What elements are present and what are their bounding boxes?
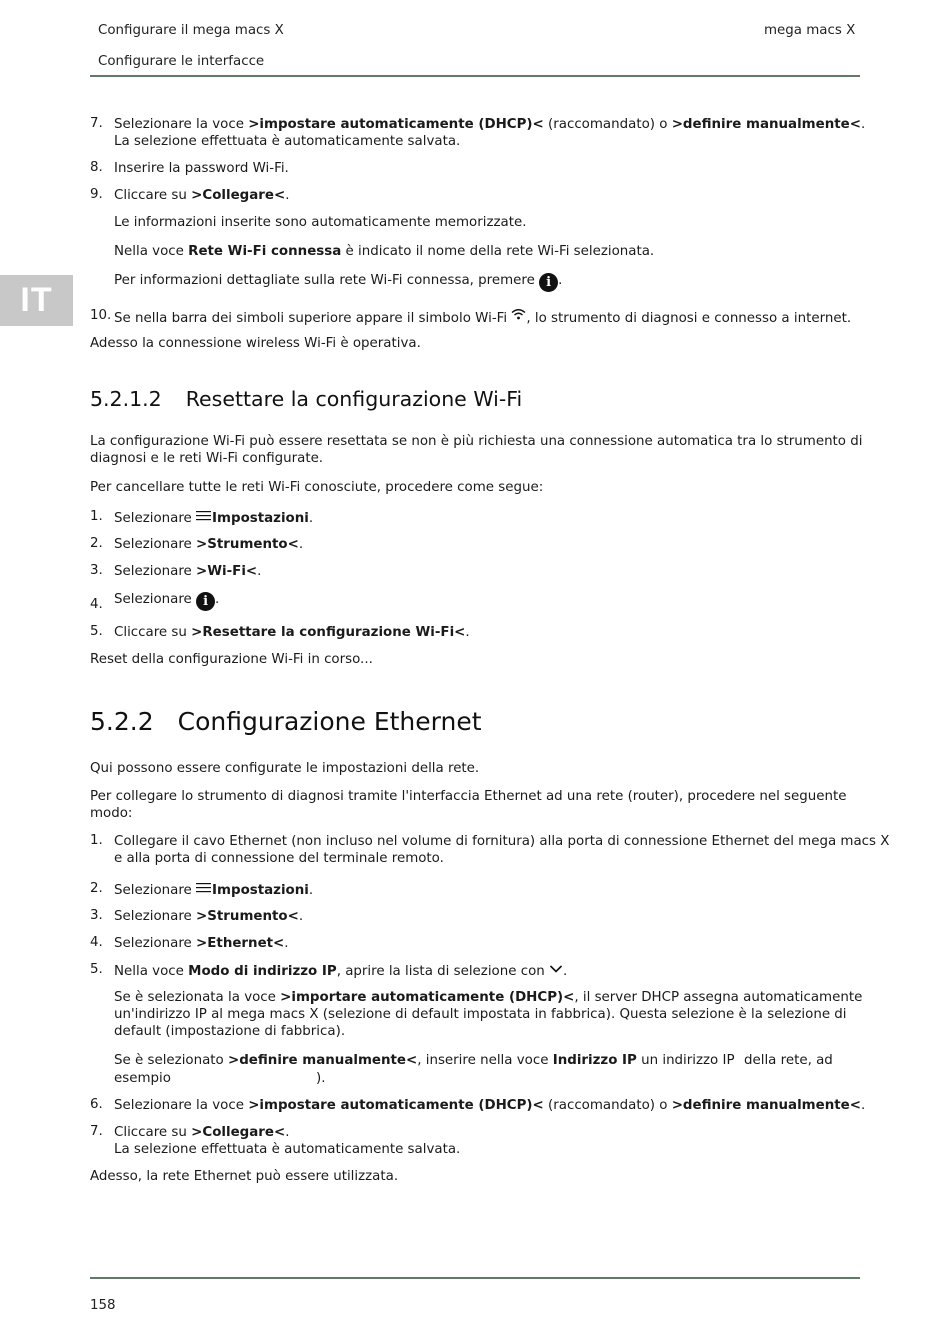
list-item: Inserire la password Wi-Fi. [114,161,289,176]
paragraph: La configurazione Wi-Fi può essere resettata se non è più richiesta una connessione automatica tra lo strumento di diagnosi e le reti Wi-Fi configurate. [90,434,863,466]
list-number: 4. [90,935,103,950]
wifi-icon [511,308,526,320]
list-number: 5. [90,962,103,977]
list-item: Selezionare >Strumento<. [114,537,304,552]
paragraph: Per collegare lo strumento di diagnosi tramite l'interfaccia Ethernet ad una rete (router), procedere nel seguente modo: [90,789,847,821]
header-product: mega macs X [764,23,856,38]
step-note: Per informazioni dettagliate sulla rete Wi-Fi connessa, premere i . [114,273,563,290]
section-number: 5.2.2 [90,707,154,736]
list-item: Selezionare i . [114,592,220,609]
list-number: 6. [90,1097,103,1112]
list-item: Selezionare >Strumento<. [114,909,304,924]
header-rule [90,75,860,77]
list-number: 7. [90,116,103,131]
paragraph: Adesso, la rete Ethernet può essere utilizzata. [90,1169,399,1184]
step-note-example-end: ). [316,1071,326,1086]
step-note: Nella voce Rete Wi-Fi connessa è indicato il nome della rete Wi-Fi selezionata. [114,244,655,259]
paragraph: Adesso la connessione wireless Wi-Fi è operativa. [90,336,421,351]
list-item: Selezionare Impostazioni. [114,883,314,898]
chevron-down-icon [549,962,563,972]
section-heading [90,387,522,411]
list-number: 5. [90,624,103,639]
list-number: 4. [90,597,103,612]
step-note: Le informazioni inserite sono automaticamente memorizzate. [114,215,527,230]
header-chapter: Configurare il mega macs X [98,23,284,38]
list-item: Selezionare la voce >impostare automaticamente (DHCP)< (raccomandato) o >definire manualmente<. La selezione effettuata è automaticamente salvata. [114,117,866,149]
list-item: Cliccare su >Collegare<. La selezione effettuata è automaticamente salvata. [114,1125,461,1157]
step-note-example: esempio [114,1071,171,1086]
step-note-continued: della rete, ad [744,1053,833,1068]
step-note: Se è selezionato >definire manualmente<, inserire nella voce Indirizzo IP un indirizzo IP [114,1053,735,1068]
list-number: 3. [90,563,103,578]
list-number: 8. [90,160,103,175]
list-item: Cliccare su >Collegare<. [114,188,290,203]
paragraph: Qui possono essere configurate le impostazioni della rete. [90,761,480,776]
section-title: Resettare la configurazione Wi-Fi [185,387,523,411]
section-title: Configurazione Ethernet [177,707,482,736]
footer-rule [90,1277,860,1279]
list-item: Selezionare >Ethernet<. [114,936,289,951]
list-number: 3. [90,908,103,923]
menu-icon [196,881,211,891]
list-number: 9. [90,187,103,202]
header-section: Configurare le interfacce [98,54,265,69]
paragraph: Per cancellare tutte le reti Wi-Fi conosciute, procedere come segue: [90,480,544,495]
step-note: Se è selezionata la voce >importare automaticamente (DHCP)<, il server DHCP assegna automaticamente un'indirizzo IP al mega macs X (selezione di default impostata in fabbrica). Questa selezione è la selezione di default (impostazione di fabbrica). [114,990,863,1039]
section-number: 5.2.1.2 [90,387,162,411]
info-icon: i [196,592,215,611]
section-heading [90,707,482,736]
page-number: 158 [90,1298,116,1313]
list-item: Se nella barra dei simboli superiore appare il simbolo Wi-Fi , lo strumento di diagnosi e connesso a internet. [114,308,851,327]
list-item: Cliccare su >Resettare la configurazione Wi-Fi<. [114,625,470,640]
list-item: Nella voce Modo di indirizzo IP, aprire la lista di selezione con . [114,964,568,979]
list-item: Selezionare >Wi-Fi<. [114,564,262,579]
menu-icon [196,509,211,519]
list-number: 1. [90,833,103,848]
info-icon: i [539,273,558,292]
list-number: 1. [90,509,103,524]
list-number: 2. [90,536,103,551]
list-item: Collegare il cavo Ethernet (non incluso nel volume di fornitura) alla porta di connessione Ethernet del mega macs X e alla porta di connessione del terminale remoto. [114,834,890,866]
list-item: Selezionare la voce >impostare automaticamente (DHCP)< (raccomandato) o >definire manualmente<. [114,1098,866,1113]
list-number: 7. [90,1124,103,1139]
language-tab: IT [0,275,73,326]
list-item: Selezionare Impostazioni. [114,511,314,526]
list-number: 10. [90,308,112,323]
list-number: 2. [90,881,103,896]
paragraph: Reset della configurazione Wi-Fi in corso... [90,652,373,667]
